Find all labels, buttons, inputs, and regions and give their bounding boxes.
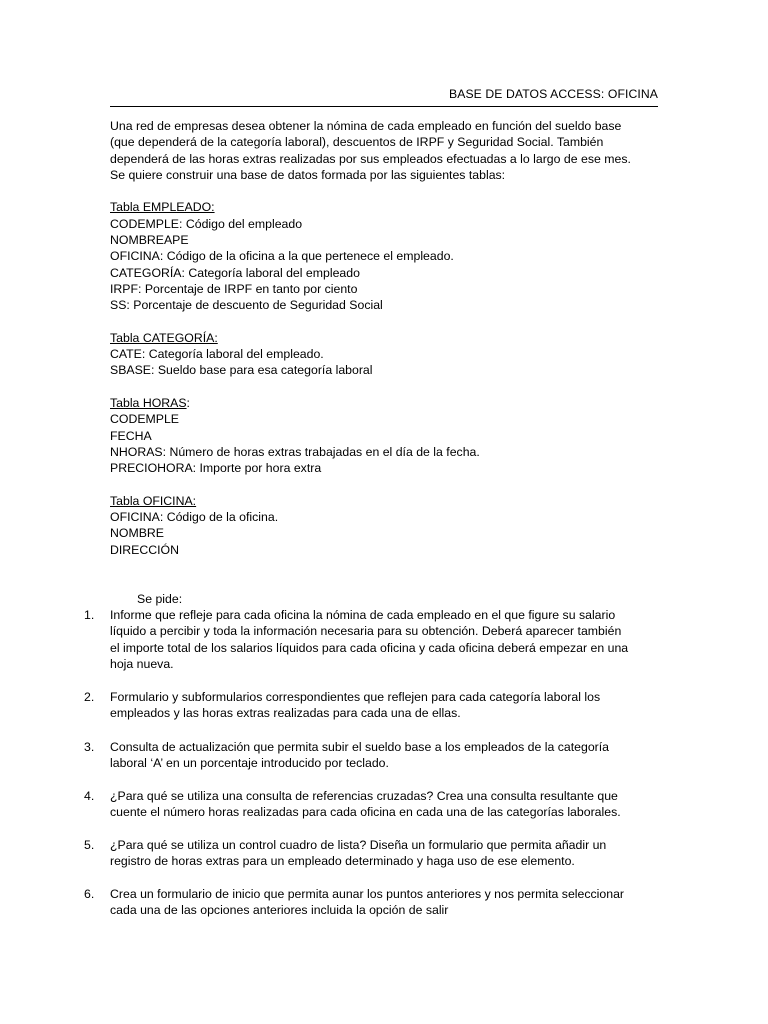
table-title-suffix: : (186, 396, 190, 411)
task-text (110, 607, 670, 672)
table-field: CODEMPLE (110, 412, 180, 427)
task-text (110, 739, 670, 772)
intro-line: Se quiere construir una base de datos formada por las siguientes tablas: (110, 167, 506, 182)
table-field: DIRECCIÓN (110, 542, 180, 557)
task-text (110, 886, 670, 919)
intro-line: Una red de empresas desea obtener la nómina de cada empleado en función del sueldo base (110, 119, 622, 133)
page-header (110, 86, 658, 107)
task-line: cada una de las opciones anteriores incluida la opción de salir (110, 903, 449, 918)
intro-line: (que dependerá de la categoría laboral), descuentos de IRPF y Seguridad Social. También (110, 135, 604, 150)
task-number: 5. (84, 838, 95, 852)
task-number: 1. (84, 608, 95, 622)
table-field: SBASE: Sueldo base para esa categoría laboral (110, 363, 373, 378)
intro-line: dependerá de las horas extras realizadas por sus empleados efectuadas a lo largo de ese mes. (110, 151, 631, 166)
table-title: Tabla OFICINA: (110, 493, 197, 508)
task-line: empleados y las horas extras realizadas para cada una de ellas. (110, 706, 461, 721)
task-line: Informe que refleje para cada oficina la nómina de cada empleado en el que figure su salario (110, 608, 616, 622)
table-field: NHORAS: Número de horas extras trabajadas en el día de la fecha. (110, 444, 480, 459)
task-line: Consulta de actualización que permita subir el sueldo base a los empleados de la categoría (110, 740, 610, 754)
table-horas-section (110, 395, 670, 476)
task-text (110, 788, 670, 821)
task-number: 6. (84, 887, 95, 901)
intro-paragraph (110, 118, 670, 183)
task-number: 2. (84, 690, 95, 704)
document-title: BASE DE DATOS ACCESS: OFICINA (448, 87, 658, 101)
table-field: FECHA (110, 428, 152, 443)
table-field: CODEMPLE: Código del empleado (110, 216, 303, 231)
table-field: CATEGORÍA: Categoría laboral del empleado (110, 265, 360, 280)
document-body (110, 118, 670, 558)
table-field: CATE: Categoría laboral del empleado. (110, 347, 324, 362)
table-title: Tabla CATEGORÍA: (110, 330, 218, 345)
table-title-row (110, 395, 670, 411)
table-field: PRECIOHORA: Importe por hora extra (110, 461, 322, 476)
task-number: 4. (84, 789, 95, 803)
task-line: ¿Para qué se utiliza un control cuadro de lista? Diseña un formulario que permita añadir un (110, 838, 607, 852)
table-oficina-section (110, 493, 670, 558)
request-label: Se pide: (137, 592, 183, 606)
table-field: NOMBRE (110, 526, 164, 541)
task-line: Formulario y subformularios correspondientes que reflejen para cada categoría laboral los (110, 690, 601, 704)
task-line: Crea un formulario de inicio que permita aunar los puntos anteriores y nos permita seleccionar (110, 887, 625, 901)
task-line: líquido a percibir y toda la información necesaria para su obtención. Deberá aparecer también (110, 624, 622, 639)
table-title: Tabla HORAS (110, 396, 187, 411)
task-line: hoja nueva. (110, 656, 174, 671)
table-field: NOMBREAPE (110, 233, 189, 248)
task-number: 3. (84, 740, 95, 754)
table-title: Tabla EMPLEADO: (110, 200, 215, 215)
table-field: OFICINA: Código de la oficina a la que pertenece el empleado. (110, 249, 454, 264)
task-line: laboral ‘A’ en un porcentaje introducido por teclado. (110, 756, 389, 771)
table-field: SS: Porcentaje de descuento de Seguridad Social (110, 298, 383, 313)
task-line: ¿Para qué se utiliza una consulta de referencias cruzadas? Crea una consulta resultante que (110, 789, 618, 803)
task-line: cuente el número horas realizadas para cada oficina en cada una de las categorías laborales. (110, 805, 621, 820)
table-field: IRPF: Porcentaje de IRPF en tanto por ciento (110, 281, 358, 296)
task-text (110, 689, 670, 722)
task-line: registro de horas extras para un empleado determinado y haga uso de ese elemento. (110, 854, 575, 869)
table-field: OFICINA: Código de la oficina. (110, 510, 279, 525)
task-line: el importe total de los salarios líquidos para cada oficina y cada oficina deberá empezar en una (110, 640, 629, 655)
task-text (110, 837, 670, 870)
table-empleado-section (110, 199, 670, 313)
table-categoria-section (110, 330, 670, 379)
